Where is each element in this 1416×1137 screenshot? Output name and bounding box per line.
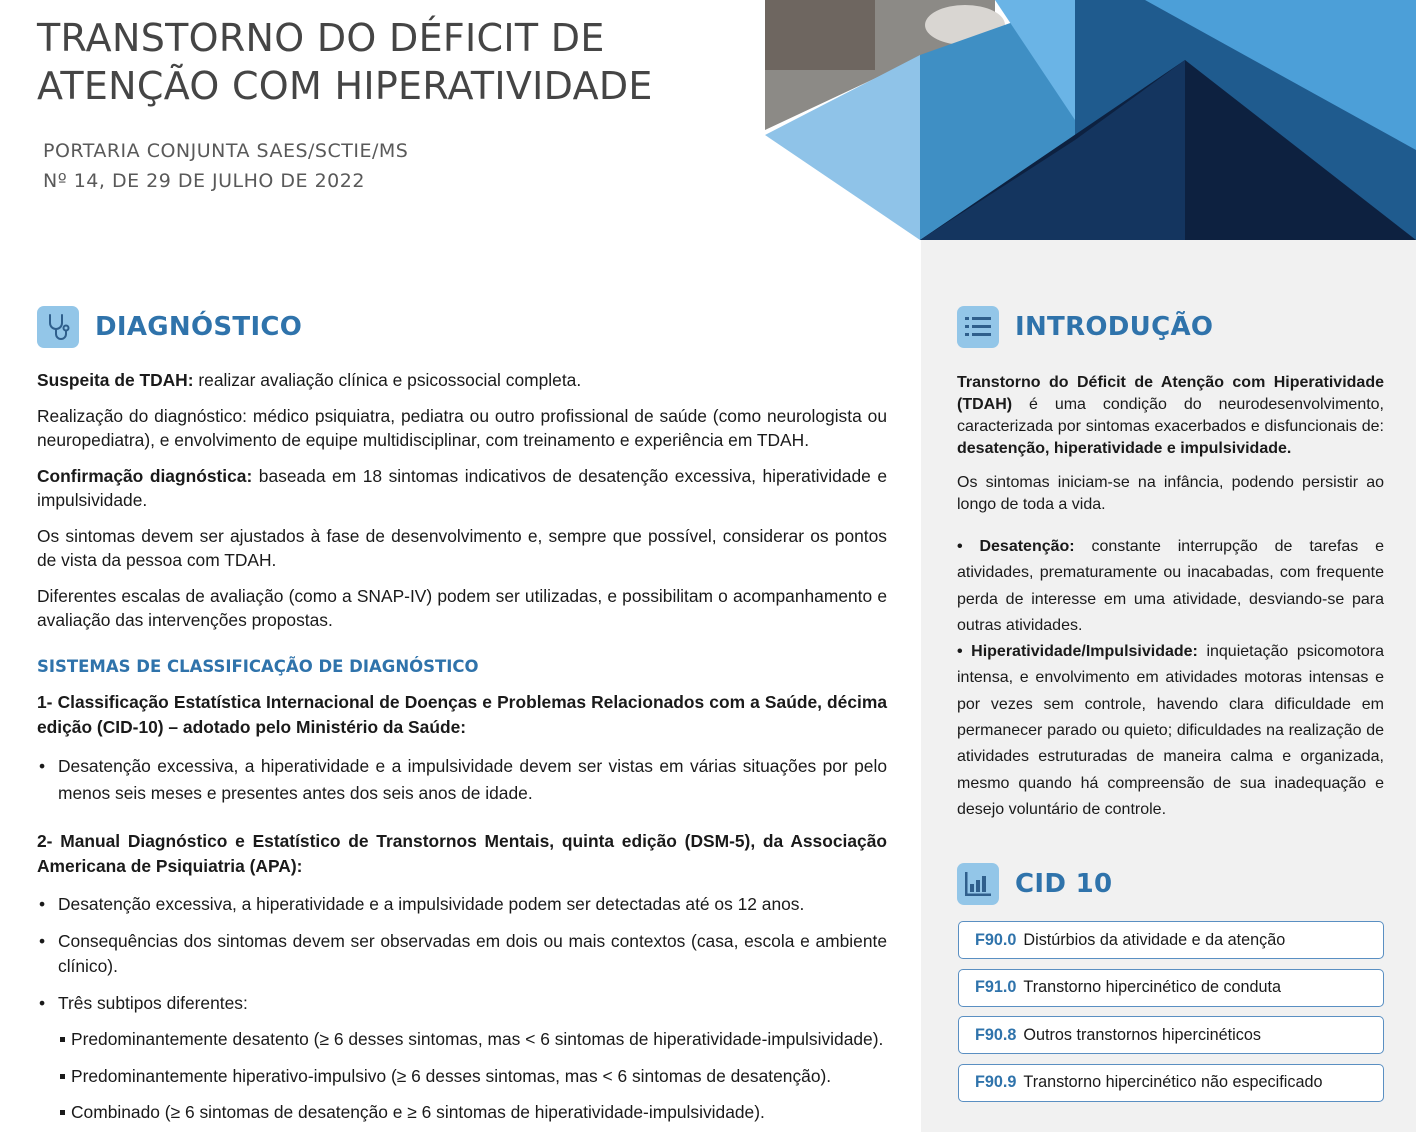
cid-bullet-list bbox=[37, 753, 887, 807]
section-title-introducao: INTRODUÇÃO bbox=[1015, 312, 1214, 342]
bar-chart-icon bbox=[957, 863, 999, 905]
introducao-header bbox=[957, 306, 1213, 348]
dsm-system-title: 2- Manual Diagnóstico e Estatístico de Transtornos Mentais, quinta edição (DSM-5), da Associação Americana de Psiquiatria (APA): bbox=[37, 831, 887, 876]
cid-label: Transtorno hipercinético não especificado bbox=[1023, 1073, 1323, 1091]
subtitle-line1: PORTARIA CONJUNTA SAES/SCTIE/MS bbox=[43, 140, 409, 162]
list-icon bbox=[957, 306, 999, 348]
subtype-item: Predominantemente desatento (≥ 6 desses sintomas, mas < 6 sintomas de hiperatividade-impulsividade). bbox=[37, 1027, 887, 1053]
stethoscope-icon bbox=[37, 306, 79, 348]
page-title bbox=[37, 14, 757, 110]
paragraph-text: inquietação psicomotora intensa, e envolvimento em atividades motoras intensas e por vezes sem controle, havendo clara dificuldade em permanecer parado ou quieto; dificuldades na realização de atividades estruturadas de maneira calma e organizada, mesmo quando há compreensão de sua inadequação e desejo voluntário de controle. bbox=[957, 643, 1384, 818]
cid-code: F91.0 bbox=[975, 978, 1017, 996]
bold-label: desatenção, hiperatividade e impulsividade. bbox=[957, 440, 1292, 457]
page-title-line1: TRANSTORNO DO DÉFICIT DE bbox=[37, 16, 605, 60]
cid-system-title: 1- Classificação Estatística Internacional de Doenças e Problemas Relacionados com a Saúde, décima edição (CID-10) – adotado pelo Ministério da Saúde: bbox=[37, 692, 887, 737]
cid-item bbox=[958, 1016, 1384, 1054]
paragraph-text: é uma condição do neurodesenvolvimento, caracterizada por sintomas exacerbados e disfuncionais de: bbox=[957, 396, 1384, 435]
list-item: • Desatenção excessiva, a hiperatividade e a impulsividade podem ser detectadas até os 12 anos. bbox=[37, 892, 887, 918]
intro-bullet-desatencao bbox=[957, 534, 1384, 639]
header-graphic bbox=[765, 0, 1416, 240]
cid-label: Outros transtornos hipercinéticos bbox=[1023, 1025, 1261, 1044]
subtype-item: Combinado (≥ 6 sintomas de desatenção e ≥ 6 sintomas de hiperatividade-impulsividade). bbox=[37, 1100, 887, 1126]
cid10-list bbox=[958, 921, 1384, 1111]
diagnostico-header bbox=[37, 306, 302, 348]
subtype-item: Predominantemente hiperativo-impulsivo (≥ 6 desses sintomas, mas < 6 sintomas de desatenção). bbox=[37, 1064, 887, 1090]
paragraph-sintomas: Os sintomas devem ser ajustados à fase de desenvolvimento e, sempre que possível, considerar os pontos de vista da pessoa com TDAH. bbox=[37, 525, 887, 570]
cid-code: F90.9 bbox=[975, 1073, 1017, 1091]
list-item: • Três subtipos diferentes: bbox=[37, 991, 887, 1017]
intro-paragraph-2: Os sintomas iniciam-se na infância, podendo persistir ao longo de toda a vida. bbox=[957, 474, 1384, 513]
intro-bullet-hiperatividade bbox=[957, 639, 1384, 823]
paragraph-text: realizar avaliação clínica e psicossocial completa. bbox=[193, 370, 582, 390]
page-title-line2: ATENÇÃO COM HIPERATIVIDADE bbox=[37, 64, 653, 108]
cid-label: Transtorno hipercinético de conduta bbox=[1023, 978, 1282, 996]
cid-item bbox=[958, 969, 1384, 1007]
cid-code: F90.0 bbox=[975, 930, 1017, 949]
intro-paragraph-1 bbox=[957, 372, 1384, 460]
cid-code: F90.8 bbox=[975, 1025, 1017, 1044]
paragraph-confirmacao bbox=[37, 464, 887, 513]
page-subtitle bbox=[43, 136, 408, 196]
bold-label: Transtorno do Déficit de Atenção com Hiperatividade (TDAH) bbox=[957, 374, 1384, 413]
list-item: • Desatenção excessiva, a hiperatividade e a impulsividade devem ser vistas em várias situações por pelo menos seis meses e presentes antes dos seis anos de idade. bbox=[37, 753, 887, 807]
cid-item bbox=[958, 921, 1384, 959]
introducao-content bbox=[957, 372, 1384, 823]
bold-label: Suspeita de TDAH: bbox=[37, 370, 194, 390]
cid-item bbox=[958, 1064, 1384, 1102]
cid-label: Distúrbios da atividade e da atenção bbox=[1023, 930, 1286, 949]
bold-label: Confirmação diagnóstica: bbox=[37, 465, 253, 486]
paragraph-escalas: Diferentes escalas de avaliação (como a SNAP-IV) podem ser utilizadas, e possibilitam o acompanhamento e avaliação das intervenções propostas. bbox=[37, 585, 887, 630]
list-item: • Consequências dos sintomas devem ser observadas em dois ou mais contextos (casa, escola e ambiente clínico). bbox=[37, 929, 887, 980]
dsm-bullet-list bbox=[37, 892, 887, 1126]
subtitle-line2: Nº 14, DE 29 DE JULHO DE 2022 bbox=[43, 170, 365, 192]
diagnostico-content bbox=[37, 368, 887, 1137]
paragraph-text: constante interrupção de tarefas e atividades, prematuramente ou inacabadas, com frequente perda de interesse em uma atividade, desviando-se para outras atividades. bbox=[957, 538, 1384, 634]
subheading-sistemas: SISTEMAS DE CLASSIFICAÇÃO DE DIAGNÓSTICO bbox=[37, 656, 479, 676]
paragraph-realizacao: Realização do diagnóstico: médico psiquiatra, pediatra ou outro profissional de saúde (como neurologista ou neuropediatra), e envolvimento de equipe multidisciplinar, com treinamento e experiência em TDAH. bbox=[37, 405, 887, 450]
paragraph-text: baseada em 18 sintomas indicativos de desatenção excessiva, hiperatividade e impulsividade. bbox=[37, 465, 887, 510]
section-title-diagnostico: DIAGNÓSTICO bbox=[95, 312, 303, 342]
cid10-header bbox=[957, 863, 1112, 905]
paragraph-suspeita bbox=[37, 368, 887, 393]
bold-label: • Desatenção: bbox=[957, 538, 1075, 555]
bold-label: • Hiperatividade/Impulsividade: bbox=[957, 643, 1198, 661]
section-title-cid10: CID 10 bbox=[1015, 869, 1113, 899]
